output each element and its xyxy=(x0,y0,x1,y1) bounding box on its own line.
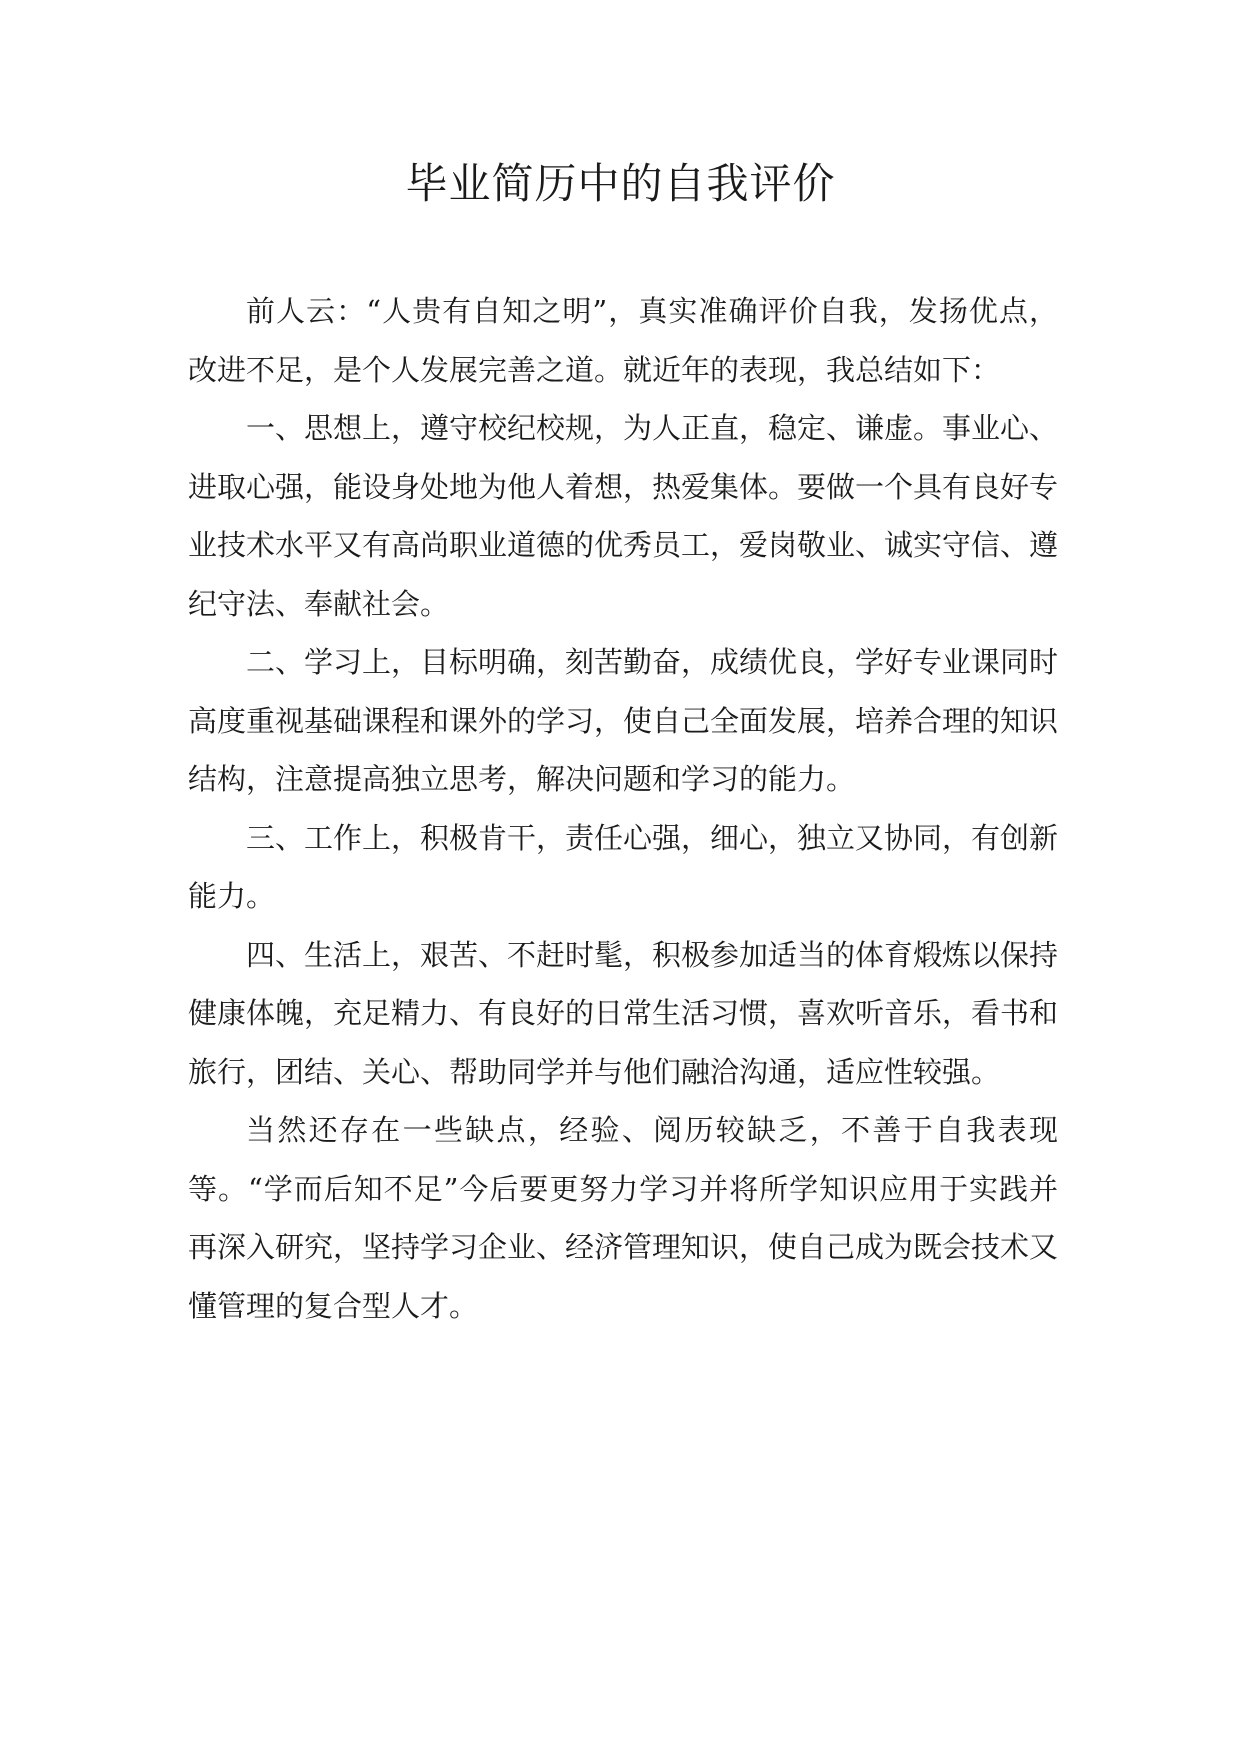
paragraph-study: 二、学习上，目标明确，刻苦勤奋，成绩优良，学好专业课同时高度重视基础课程和课外的学习，使自己全面发展，培养合理的知识结构，注意提高独立思考，解决问题和学习的能力。 xyxy=(188,645,1059,796)
paragraph-life: 四、生活上，艰苦、不赶时髦，积极参加适当的体育煅炼以保持健康体魄，充足精力、有良好的日常生活习惯，喜欢听音乐，看书和旅行，团结、关心、帮助同学并与他们融洽沟通，适应性较强。 xyxy=(188,937,1059,1089)
document-title: 毕业简历中的自我评价 xyxy=(405,159,836,208)
paragraph-work: 三、工作上，积极肯干，责任心强，细心，独立又协同，有创新能力。 xyxy=(188,820,1059,913)
paragraph-conclusion: 当然还存在一些缺点，经验、阅历较缺乏，不善于自我表现等。“学而后知不足”今后要更努力学习并将所学知识应用于实践并再深入研究，坚持学习企业、经济管理知识，使自己成为既会技术又懂管理的复合型人才。 xyxy=(188,1113,1059,1323)
paragraph-intro: 前人云：“人贵有自知之明”，真实准确评价自我，发扬优点，改进不足，是个人发展完善之道。就近年的表现，我总结如下： xyxy=(188,294,1058,387)
document-body xyxy=(188,282,1058,1335)
paragraph-thought: 一、思想上，遵守校纪校规，为人正直，稳定、谦虚。事业心、进取心强，能设身处地为他人着想，热爱集体。要做一个具有良好专业技术水平又有高尚职业道德的优秀员工，爱岗敬业、诚实守信、遵纪守法、奉献社会。 xyxy=(188,411,1059,621)
